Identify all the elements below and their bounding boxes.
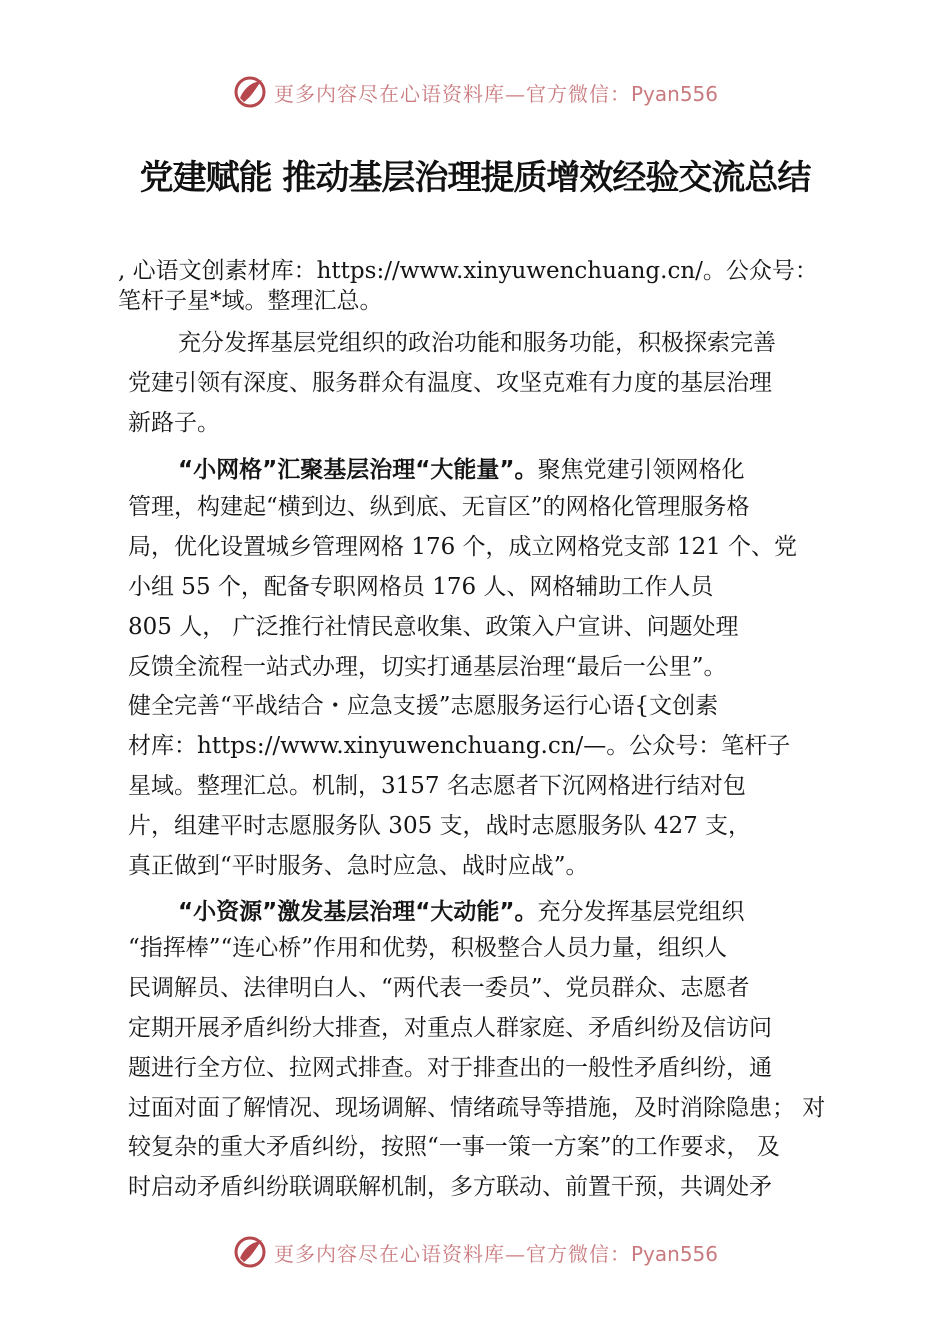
intro-line: 新路子。 (128, 410, 220, 436)
source-line: , 心语文创素材库：https://www.xinyuwenchuang.cn/。公众号： (118, 258, 818, 284)
section2-line: 民调解员、法律明白人、“两代表一委员”、党员群众、志愿者 (128, 975, 750, 1001)
section1-lead: 聚焦党建引领网格化 (537, 457, 745, 483)
source-line: 笔杆子星*域。整理汇总。 (118, 288, 383, 314)
footer-banner (0, 1228, 950, 1276)
section2-line: 时启动矛盾纠纷联调联解机制，多方联动、前置干预，共调处矛 (128, 1174, 772, 1200)
section1-heading: “小网格”汇聚基层治理“大能量”。 (178, 457, 538, 483)
wechat-id: Pyan556 (630, 81, 718, 106)
intro-line: 充分发挥基层党组织的政治功能和服务功能，积极探索完善 (178, 330, 776, 356)
section2-line: “指挥棒”“连心桥”作用和优势，积极整合人员力量，组织人 (128, 935, 728, 961)
banner-text: 更多内容尽在心语资料库—官方微信：Pyan556 (273, 81, 718, 106)
header-banner (0, 68, 950, 116)
section1-line: 材库：https://www.xinyuwenchuang.cn/—。公众号：笔杆子 (128, 733, 791, 759)
page-title: 党建赋能 推动基层治理提质增效经验交流总结 (139, 158, 811, 198)
section2-line: 定期开展矛盾纠纷大排查，对重点人群家庭、矛盾纠纷及信访问 (128, 1015, 772, 1041)
banner-text: 更多内容尽在心语资料库—官方微信：Pyan556 (273, 1241, 718, 1266)
intro-line: 党建引领有深度、服务群众有温度、攻坚克难有力度的基层治理 (128, 370, 772, 396)
section1-line: 真正做到“平时服务、急时应急、战时应战”。 (128, 853, 589, 879)
wechat-id: Pyan556 (630, 1241, 718, 1266)
section2-line: 过面对面了解情况、现场调解、情绪疏导等措施，及时消除隐患； 对 (128, 1095, 826, 1121)
brand-logo-icon (232, 1234, 268, 1270)
section1-line: 反馈全流程一站式办理，切实打通基层治理“最后一公里”。 (128, 654, 727, 680)
section2-line: 较复杂的重大矛盾纠纷，按照“一事一策一方案”的工作要求， 及 (128, 1134, 780, 1160)
section1-line: 805 人， 广泛推行社情民意收集、政策入户宣讲、问题处理 (128, 614, 739, 640)
section2-heading: “小资源”激发基层治理“大动能”。 (178, 899, 538, 925)
section1-line: 健全完善“平战结合・应急支援”志愿服务运行心语{文创素 (128, 693, 719, 719)
section2-lead: 充分发挥基层党组织 (537, 899, 745, 925)
section1-line: 小组 55 个，配备专职网格员 176 人、网格辅助工作人员 (128, 574, 714, 600)
section1-line: 管理，构建起“横到边、纵到底、无盲区”的网格化管理服务格 (128, 494, 750, 520)
section1-line: 星域。整理汇总。机制，3157 名志愿者下沉网格进行结对包 (128, 773, 746, 799)
section1-line: 片，组建平时志愿服务队 305 支，战时志愿服务队 427 支， (128, 813, 752, 839)
brand-logo-icon (232, 74, 268, 110)
section1-first-line (178, 454, 744, 486)
section2-first-line (178, 896, 744, 928)
section2-line: 题进行全方位、拉网式排查。对于排查出的一般性矛盾纠纷，通 (128, 1055, 772, 1081)
section1-line: 局，优化设置城乡管理网格 176 个，成立网格党支部 121 个、党 (128, 534, 798, 560)
